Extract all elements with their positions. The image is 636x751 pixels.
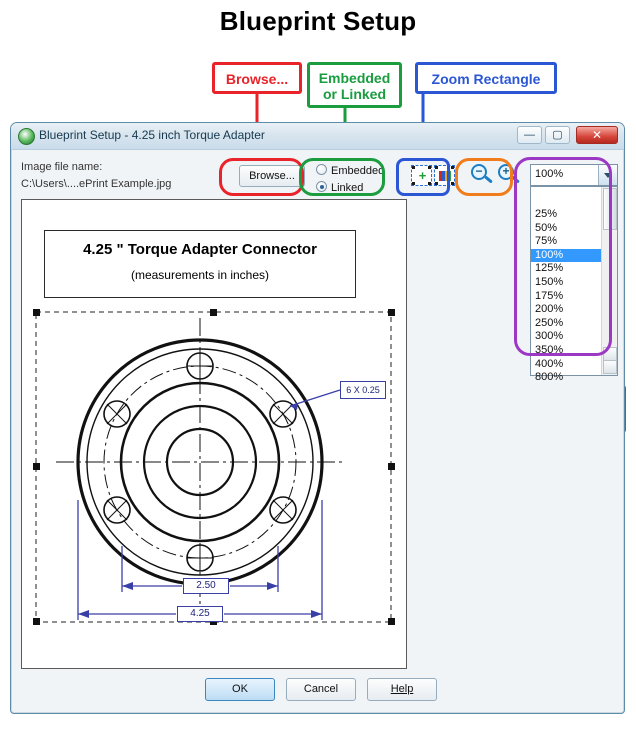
zoom-option[interactable]: 150%: [535, 275, 564, 288]
blueprint-title-line1: 4.25 " Torque Adapter Connector: [83, 241, 317, 258]
selection-handle[interactable]: [388, 309, 395, 316]
callout-zoom-rectangle-label: Zoom Rectangle: [431, 71, 541, 87]
radio-embedded-dot: [316, 164, 327, 175]
chevron-down-icon[interactable]: [598, 165, 617, 185]
dialog-title: Blueprint Setup - 4.25 inch Torque Adapter: [39, 128, 265, 142]
radio-linked-dot: [316, 181, 327, 192]
zoom-option[interactable]: 400%: [535, 357, 564, 370]
zoom-option[interactable]: 250%: [535, 316, 564, 329]
radio-linked[interactable]: [316, 181, 363, 194]
dimension-outer: 4.25: [177, 606, 223, 622]
zoom-percentage-dropdown-list[interactable]: [530, 186, 618, 384]
zoom-in-sign: +: [502, 164, 510, 178]
close-button[interactable]: ✕: [576, 126, 618, 144]
zoom-rectangle-add-icon[interactable]: +: [411, 165, 432, 186]
blueprint-preview-canvas[interactable]: [21, 199, 407, 669]
selection-handle[interactable]: [210, 309, 217, 316]
blueprint-setup-dialog: [10, 122, 625, 714]
scrollbar-thumb[interactable]: [603, 188, 617, 230]
zoom-option[interactable]: 300%: [535, 330, 564, 343]
zoom-option[interactable]: 100%: [531, 249, 603, 263]
maximize-button[interactable]: ▢: [545, 126, 570, 144]
radio-embedded-label: Embedded: [331, 165, 385, 177]
zoom-option[interactable]: 200%: [535, 303, 564, 316]
dialog-titlebar[interactable]: [11, 123, 624, 150]
zoom-rectangle-toolgroup[interactable]: [411, 165, 457, 187]
dropdown-scrollbar[interactable]: [601, 187, 617, 375]
ok-button[interactable]: OK: [205, 678, 275, 701]
page-title: Blueprint Setup: [219, 6, 417, 36]
callout-embedded-or-linked: [307, 62, 402, 108]
annotation-holes: 6 X 0.25: [340, 381, 386, 399]
zoom-option[interactable]: 25%: [535, 208, 558, 220]
radio-linked-label: Linked: [331, 182, 364, 194]
help-button-label: Help: [390, 683, 414, 695]
callout-zoom-rectangle: [415, 62, 557, 94]
selection-handle[interactable]: [388, 463, 395, 470]
selection-handle[interactable]: [33, 463, 40, 470]
scroll-up-arrow-icon[interactable]: [603, 347, 617, 361]
image-file-path-value: C:\Users\....ePrint Example.jpg: [21, 178, 172, 190]
callout-embedded-line2: or Linked: [322, 86, 386, 103]
zoom-out-sign: −: [475, 164, 483, 178]
blueprint-drawing: [22, 200, 406, 668]
callout-browse: [212, 62, 302, 94]
zoom-option[interactable]: 800%: [535, 371, 564, 384]
selection-handle[interactable]: [388, 618, 395, 625]
zoom-in-icon[interactable]: [497, 163, 522, 188]
radio-embedded[interactable]: [316, 164, 384, 177]
cancel-button[interactable]: Cancel: [286, 678, 356, 701]
browse-button[interactable]: Browse...: [239, 165, 305, 187]
minimize-button[interactable]: —: [517, 126, 542, 144]
callout-embedded-line1: Embedded: [318, 70, 391, 86]
zoom-rectangle-colors-icon[interactable]: [434, 165, 455, 186]
zoom-option[interactable]: 75%: [535, 235, 558, 248]
app-icon: [18, 128, 35, 145]
blueprint-title-line2: (measurements in inches): [130, 268, 270, 282]
image-file-name-label: Image file name:: [21, 161, 103, 173]
zoom-option[interactable]: 50%: [535, 221, 558, 234]
zoom-option[interactable]: 175%: [535, 289, 564, 302]
selection-handle[interactable]: [33, 618, 40, 625]
callout-browse-label: Browse...: [225, 71, 289, 87]
zoom-options-container[interactable]: [531, 208, 603, 385]
zoom-out-icon[interactable]: [470, 163, 495, 188]
dimension-inner: 2.50: [183, 578, 229, 594]
zoom-option[interactable]: 350%: [535, 343, 564, 356]
scroll-down-arrow-icon[interactable]: [603, 360, 617, 374]
selection-handle[interactable]: [33, 309, 40, 316]
help-button[interactable]: [367, 678, 437, 701]
zoom-percentage-value: 100%: [535, 168, 564, 180]
zoom-option[interactable]: 125%: [535, 262, 564, 275]
zoom-percentage-combobox[interactable]: [530, 164, 618, 186]
